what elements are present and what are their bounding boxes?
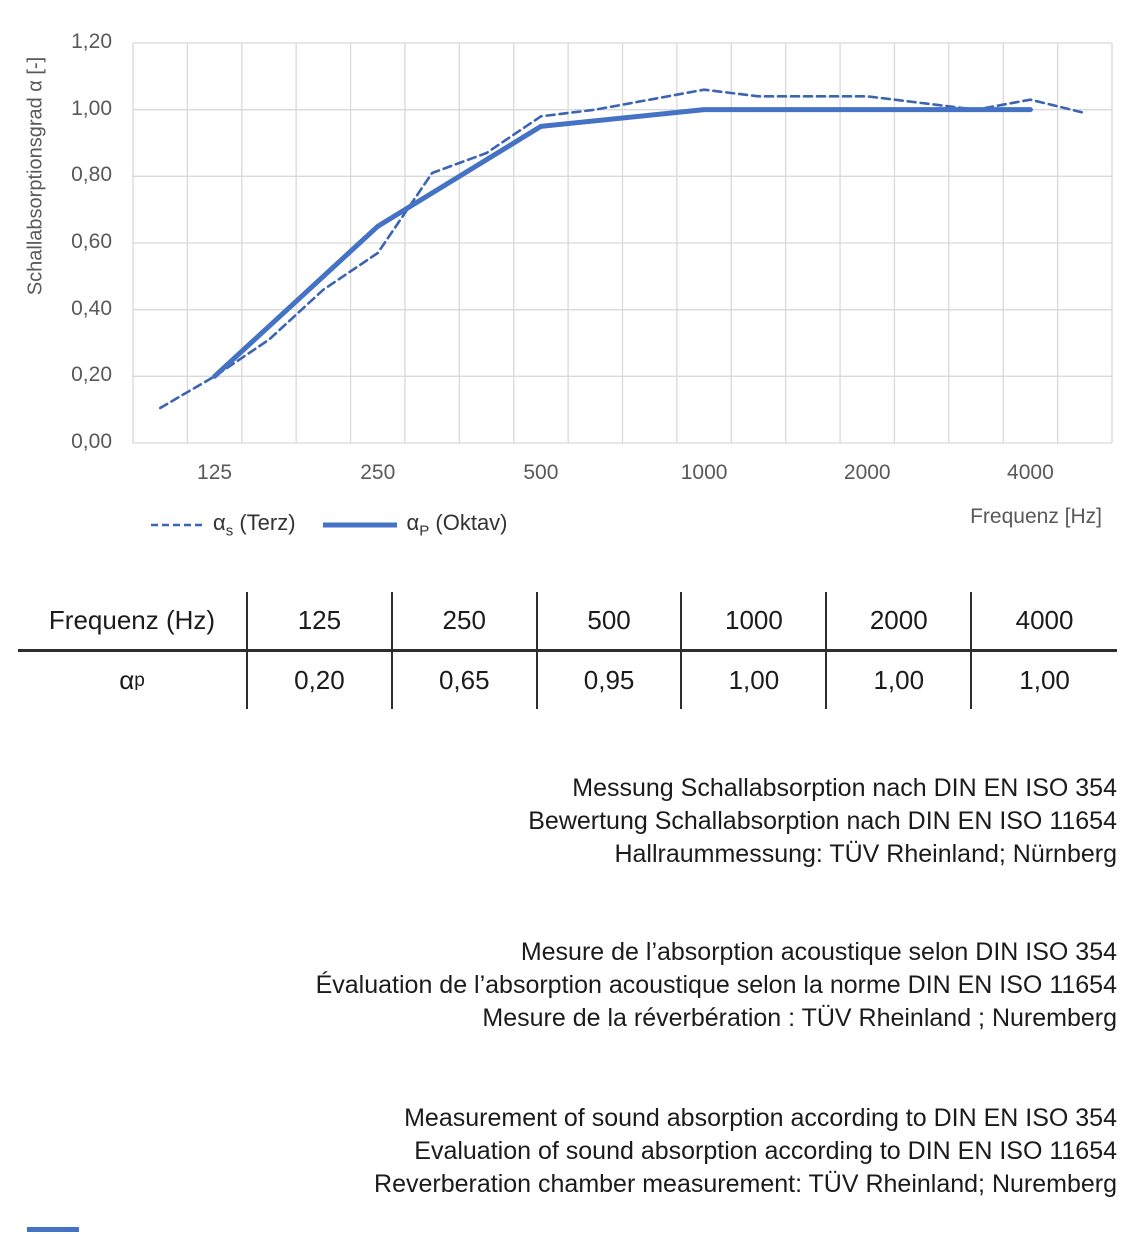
x-axis-tick-label: 1000 — [680, 461, 728, 484]
legend-label-terz: $\alpha_s$ (Terz) — [213, 510, 296, 540]
table-frequency-header: 250 — [393, 592, 538, 649]
x-axis-title: Frequenz [Hz] — [970, 505, 1102, 528]
table-value-cell: 1,00 — [1019, 665, 1070, 695]
y-axis-tick-label: 0,20 — [71, 363, 112, 387]
table-frequency-header: 4000 — [1015, 605, 1074, 635]
table-frequency-header: 2000 — [827, 592, 972, 649]
note-line: Mesure de la réverbération : TÜV Rheinland ; Nuremberg — [482, 1004, 1117, 1032]
solid-line-sample-icon — [322, 521, 398, 529]
table-value-cell: 1,00 — [682, 652, 827, 709]
notes-french — [0, 936, 1117, 1035]
y-axis-tick-label: 1,00 — [71, 96, 112, 120]
note-line: Mesure de l’absorption acoustique selon DIN ISO 354 — [520, 938, 1117, 966]
note-line: Measurement of sound absorption according to DIN EN ISO 354 — [404, 1104, 1117, 1132]
table-value-cell: 1,00 — [827, 652, 972, 709]
note-line: Bewertung Schallabsorption nach DIN EN ISO 11654 — [528, 807, 1117, 835]
table-value-cell: 0,20 — [248, 652, 393, 709]
notes-german — [0, 772, 1117, 871]
note-line: Messung Schallabsorption nach DIN EN ISO 354 — [572, 774, 1117, 802]
legend-item-oktav — [322, 510, 508, 539]
x-axis-tick-label: 250 — [360, 461, 396, 484]
y-axis-tick-label: 0,40 — [71, 296, 112, 320]
dashed-line-sample-icon — [150, 521, 204, 529]
x-axis-tick-label: 125 — [197, 461, 233, 484]
note-line: Évaluation de l’absorption acoustique selon la norme DIN EN ISO 11654 — [315, 971, 1117, 999]
y-axis-tick-label: 1,20 — [71, 30, 112, 53]
x-axis-tick-label: 4000 — [1007, 461, 1054, 484]
footer-accent-line — [27, 1227, 79, 1232]
notes-english — [0, 1102, 1117, 1201]
note-line: Reverberation chamber measurement: TÜV Rheinland; Nuremberg — [374, 1170, 1117, 1198]
absorption-chart — [0, 0, 1135, 560]
x-axis-tick-label: 2000 — [843, 461, 891, 484]
table-value-cell: 0,95 — [538, 652, 683, 709]
y-axis-tick-label: 0,00 — [71, 430, 112, 453]
table-frequency-header: 125 — [248, 592, 393, 649]
y-axis-title: Schallabsorptionsgrad α [-] — [24, 56, 47, 296]
note-line: Evaluation of sound absorption according to DIN EN ISO 11654 — [414, 1137, 1117, 1165]
x-axis-tick-label: 500 — [523, 461, 559, 484]
legend-label-oktav: $\alpha_P$ (Oktav) — [406, 510, 508, 540]
frequency-table — [18, 592, 1117, 709]
y-axis-tick-label: 0,80 — [71, 163, 112, 187]
chart-plot-area — [0, 0, 1135, 470]
table-value-cell: 0,65 — [393, 652, 538, 709]
chart-legend — [150, 510, 508, 539]
table-frequency-header: 1000 — [682, 592, 827, 649]
legend-item-terz — [150, 510, 296, 539]
table-row-label: α p — [18, 652, 248, 709]
table-header-label: Frequenz (Hz) — [18, 592, 248, 649]
y-axis-tick-label: 0,60 — [71, 230, 112, 253]
note-line: Hallraummessung: TÜV Rheinland; Nürnberg — [614, 840, 1117, 868]
table-frequency-header: 500 — [538, 592, 683, 649]
